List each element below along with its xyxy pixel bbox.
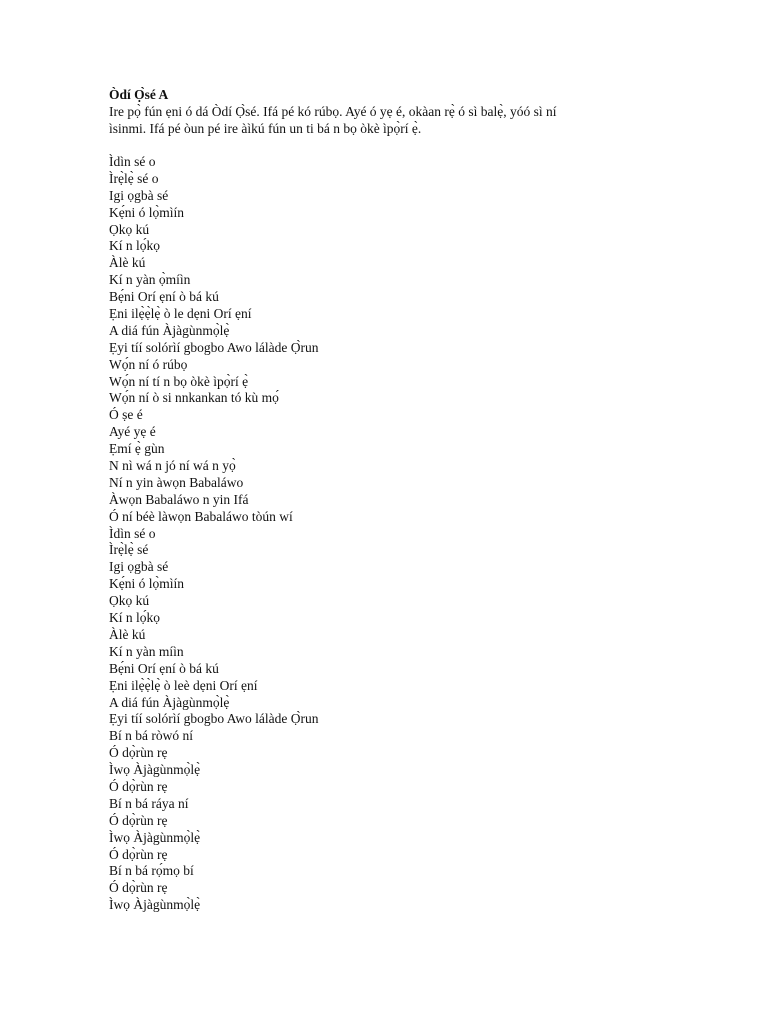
verse-line: Ìdìn sé o [109, 154, 156, 169]
verse-line: Àlè kú [109, 626, 146, 642]
verse-line: Igi ọgbà sé [109, 559, 169, 575]
verse-line: Bí n bá ráya ní [109, 795, 189, 811]
verse-line: Àwọn Babaláwo n yin Ifá [109, 491, 249, 507]
verse-line: Ìdìn sé o [109, 525, 156, 541]
verse-line: Kẹ́ni ó lọ̀mìín [109, 204, 184, 220]
verse-line: Ó dọ̀rùn rẹ [109, 812, 168, 828]
verse-line: Bí n bá rọ́mọ bí [109, 863, 194, 879]
verse-line: Kí n yàn míìn [109, 643, 184, 659]
verse-line: Ìwọ Àjàgùnmọ̀lẹ̀ [109, 897, 201, 913]
verse-line: Ọkọ kú [109, 221, 150, 237]
verse-line: Ìwọ Àjàgùnmọ̀lẹ̀ [109, 829, 201, 845]
verse-line: Wọ́n ní tí n bọ òkè ìpọ̀rí ẹ̀ [109, 373, 249, 389]
verse-line: Ó ṣe é [109, 407, 143, 423]
verse-line: Ayé yẹ é [109, 424, 156, 440]
verse-line: Ẹmí ẹ̀ gùn [109, 441, 165, 457]
intro-line: Ire pọ̀ fún ẹni ó dá Òdí Ọ̀sé. Ifá pé kó rúbọ. Ayé ó yẹ é, okàan rẹ̀ ó sì balẹ̀, yóó sì ní [109, 104, 557, 119]
verse-line: Ó ní béè làwọn Babaláwo tòún wí [109, 508, 293, 524]
document-title: Òdí Ọ̀sé A [109, 87, 169, 102]
verse-line: Kí n lọ́kọ [109, 238, 161, 254]
intro-paragraph [109, 103, 669, 137]
verse-line: Ìrẹ̀lẹ̀ sé [109, 542, 149, 558]
verse-line: Ọkọ kú [109, 593, 150, 609]
verse-line: Wọ́n ní ò si nnkankan tó kù mọ́ [109, 390, 279, 406]
verse-line: Àlè kú [109, 255, 146, 271]
verse-line: Bẹ́ni Orí ẹní ò bá kú [109, 660, 219, 676]
verse-line: Ẹni ilẹ̀ẹ̀lẹ̀ ò leè dẹni Orí ẹní [109, 677, 258, 693]
verse-line: Wọ́n ní ó rúbọ [109, 356, 188, 372]
verse-line: Ẹyi tíí solórìí gbogbo Awo lálàde Ọ̀run [109, 339, 319, 355]
verse-line: Ìrẹ̀lẹ̀ sé o [109, 170, 159, 186]
verse-line: Igi ọgbà sé [109, 187, 169, 203]
verse-line: Ẹyi tíí solórìí gbogbo Awo lálàde Ọ̀run [109, 711, 319, 727]
verse-line: Ní n yin àwọn Babaláwo [109, 474, 244, 490]
verse-line: Bẹ́ni Orí ẹní ò bá kú [109, 289, 219, 305]
verse-line: Ó dọ̀rùn rẹ [109, 846, 168, 862]
verse-line: Ìwọ Àjàgùnmọ̀lẹ̀ [109, 762, 201, 778]
verse-block [109, 154, 669, 914]
verse-line: N nì wá n jó ní wá n yọ̀ [109, 458, 236, 474]
intro-line: ìsinmi. Ifá pé òun pé ire àìkú fún un ti bá n bọ òkè ìpọ̀rí ẹ̀. [109, 121, 422, 136]
verse-line: Kí n yàn ọ̀míìn [109, 272, 191, 288]
verse-line: Kẹ́ni ó lọ̀mìín [109, 576, 184, 592]
verse-line: A diá fún Àjàgùnmọ̀lẹ̀ [109, 694, 230, 710]
verse-line: Ó dọ̀rùn rẹ [109, 745, 168, 761]
document-body [109, 86, 669, 914]
verse-line: Ó dọ̀rùn rẹ [109, 880, 168, 896]
verse-line: Kí n lọ́kọ [109, 610, 161, 626]
verse-line: Ẹni ilẹ̀ẹ̀lẹ̀ ò le dẹni Orí ẹní [109, 306, 252, 322]
verse-line: Bí n bá ròwó ní [109, 728, 193, 744]
verse-line: A diá fún Àjàgùnmọ̀lẹ̀ [109, 322, 230, 338]
verse-line: Ó dọ̀rùn rẹ [109, 778, 168, 794]
